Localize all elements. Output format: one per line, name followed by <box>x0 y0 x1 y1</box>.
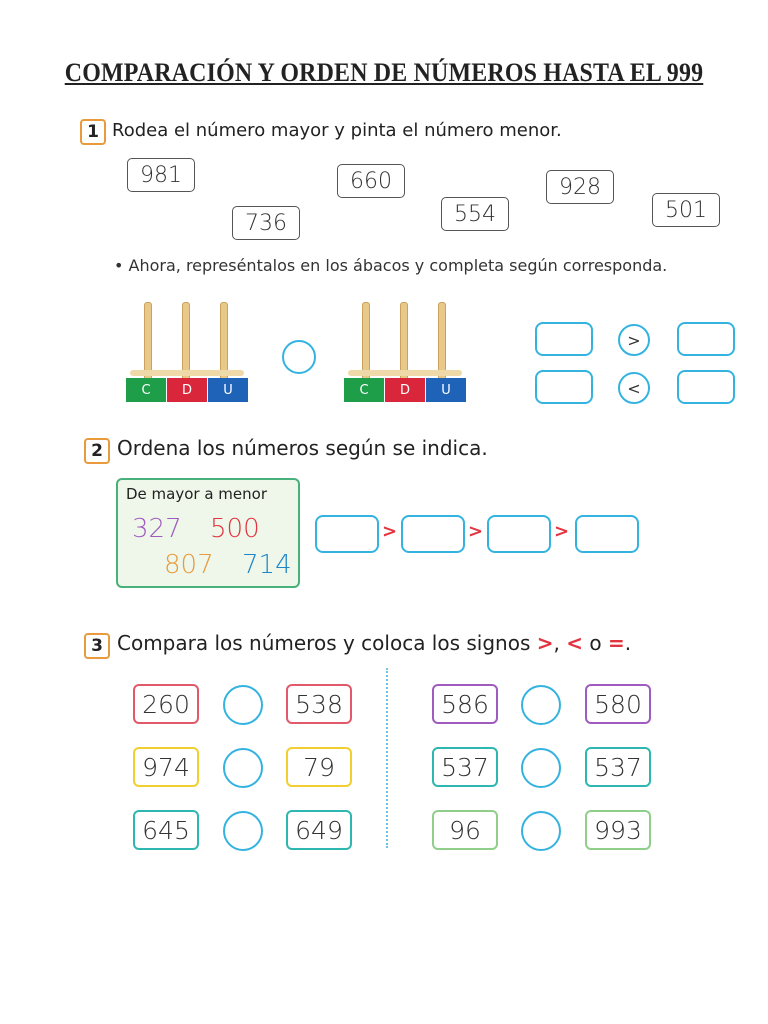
order-box-2[interactable] <box>401 515 465 553</box>
compare-number: 586 <box>432 684 498 724</box>
answer-box[interactable] <box>677 322 735 356</box>
compare-number: 538 <box>286 684 352 724</box>
numbers-card <box>116 478 300 588</box>
card-number: 714 <box>242 550 292 580</box>
abacus-label-c: C <box>344 378 384 402</box>
number-box[interactable]: 501 <box>652 193 720 227</box>
compare-circle[interactable] <box>521 748 561 788</box>
compare-circle[interactable] <box>223 811 263 851</box>
compare-number: 580 <box>585 684 651 724</box>
compare-number: 537 <box>585 747 651 787</box>
less-than-circle: < <box>618 372 650 404</box>
sign-less: < <box>566 631 583 655</box>
compare-number: 79 <box>286 747 352 787</box>
compare-circle[interactable] <box>223 748 263 788</box>
column-divider <box>386 668 388 848</box>
answer-box[interactable] <box>535 322 593 356</box>
compare-number: 974 <box>133 747 199 787</box>
instruction-sep: , <box>553 631 567 655</box>
exercise-2-instruction: Ordena los números según se indica. <box>117 436 488 460</box>
number-box[interactable]: 981 <box>127 158 195 192</box>
exercise-1-sub-instruction: • Ahora, represéntalos en los ábacos y completa según corresponda. <box>114 256 668 275</box>
instruction-sep: o <box>583 631 608 655</box>
abacus-label-d: D <box>167 378 207 402</box>
exercise-1-badge: 1 <box>80 119 106 145</box>
compare-number: 260 <box>133 684 199 724</box>
exercise-1-instruction: Rodea el número mayor y pinta el número menor. <box>112 120 562 141</box>
compare-number: 649 <box>286 810 352 850</box>
exercise-3-badge: 3 <box>84 633 110 659</box>
card-title: De mayor a menor <box>126 485 267 503</box>
exercise-3-instruction <box>117 631 631 655</box>
greater-sign: > <box>382 521 398 542</box>
page-title: COMPARACIÓN Y ORDEN DE NÚMEROS HASTA EL 999 <box>64 58 704 87</box>
card-number: 327 <box>132 514 182 544</box>
abacus-2[interactable] <box>344 302 466 402</box>
order-box-4[interactable] <box>575 515 639 553</box>
abacus-label-d: D <box>385 378 425 402</box>
compare-circle[interactable] <box>223 685 263 725</box>
order-box-1[interactable] <box>315 515 379 553</box>
greater-than-circle: > <box>618 324 650 356</box>
abacus-label-c: C <box>126 378 166 402</box>
exercise-2-badge: 2 <box>84 438 110 464</box>
instruction-end: . <box>624 631 632 655</box>
number-box[interactable]: 928 <box>546 170 614 204</box>
compare-circle[interactable] <box>282 340 316 374</box>
abacus-base-rail <box>130 370 244 376</box>
answer-box[interactable] <box>535 370 593 404</box>
number-box[interactable]: 554 <box>441 197 509 231</box>
compare-number: 96 <box>432 810 498 850</box>
abacus-label-u: U <box>426 378 466 402</box>
greater-sign: > <box>468 521 484 542</box>
card-number: 500 <box>210 514 260 544</box>
answer-box[interactable] <box>677 370 735 404</box>
number-box[interactable]: 660 <box>337 164 405 198</box>
compare-number: 645 <box>133 810 199 850</box>
number-box[interactable]: 736 <box>232 206 300 240</box>
sign-greater: > <box>536 631 554 655</box>
compare-number: 993 <box>585 810 651 850</box>
card-number: 807 <box>164 550 214 580</box>
greater-sign: > <box>554 521 570 542</box>
order-box-3[interactable] <box>487 515 551 553</box>
compare-circle[interactable] <box>521 811 561 851</box>
instruction-text: Compara los números y coloca los signos <box>117 631 537 655</box>
compare-number: 537 <box>432 747 498 787</box>
abacus-label-u: U <box>208 378 248 402</box>
sign-equal: = <box>607 631 625 655</box>
compare-circle[interactable] <box>521 685 561 725</box>
abacus-base-rail <box>348 370 462 376</box>
abacus-1[interactable] <box>126 302 248 402</box>
